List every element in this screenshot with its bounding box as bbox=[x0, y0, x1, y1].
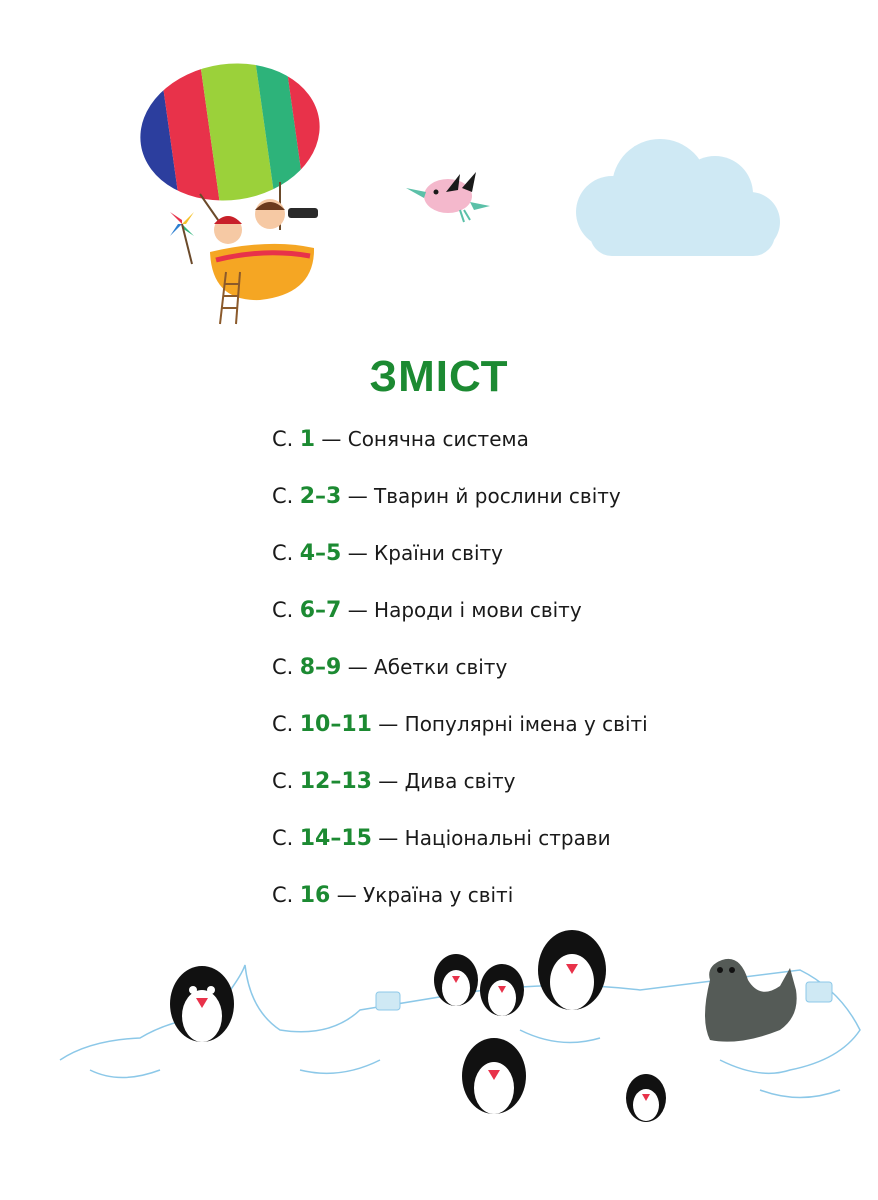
toc-page-prefix: С. bbox=[272, 484, 294, 508]
table-of-contents bbox=[272, 424, 648, 937]
toc-topic: Національні страви bbox=[404, 826, 611, 850]
toc-page-range: 1 bbox=[299, 427, 316, 452]
toc-item[interactable] bbox=[272, 652, 648, 709]
arctic-scene-illustration bbox=[0, 920, 878, 1200]
toc-page-range: 2–3 bbox=[299, 484, 342, 509]
toc-page-range: 14–15 bbox=[299, 826, 372, 851]
cloud-illustration bbox=[560, 132, 790, 264]
toc-topic: Сонячна система bbox=[347, 427, 529, 451]
toc-page-range: 16 bbox=[299, 883, 331, 908]
page-title: ЗМІСТ bbox=[369, 352, 509, 401]
toc-page-range: 6–7 bbox=[299, 598, 342, 623]
toc-separator: — bbox=[347, 484, 368, 508]
toc-separator: — bbox=[347, 655, 368, 679]
toc-separator: — bbox=[347, 541, 368, 565]
toc-topic: Популярні імена у світі bbox=[404, 712, 648, 736]
toc-separator: — bbox=[347, 598, 368, 622]
toc-item[interactable] bbox=[272, 538, 648, 595]
toc-item[interactable] bbox=[272, 709, 648, 766]
seal-illustration bbox=[705, 959, 797, 1042]
toc-item[interactable] bbox=[272, 595, 648, 652]
toc-page-range: 12–13 bbox=[299, 769, 372, 794]
toc-item[interactable] bbox=[272, 766, 648, 823]
toc-item[interactable] bbox=[272, 823, 648, 880]
toc-topic: Народи і мови світу bbox=[374, 598, 582, 622]
toc-topic: Україна у світі bbox=[363, 883, 514, 907]
toc-item[interactable] bbox=[272, 424, 648, 481]
toc-page-prefix: С. bbox=[272, 655, 294, 679]
toc-separator: — bbox=[378, 769, 399, 793]
toc-separator: — bbox=[336, 883, 357, 907]
toc-page-prefix: С. bbox=[272, 541, 294, 565]
toc-page-range: 8–9 bbox=[299, 655, 342, 680]
toc-page-prefix: С. bbox=[272, 883, 294, 907]
hot-air-balloon-illustration bbox=[130, 62, 330, 332]
toc-page-prefix: С. bbox=[272, 427, 294, 451]
toc-page-prefix: С. bbox=[272, 712, 294, 736]
toc-page-prefix: С. bbox=[272, 598, 294, 622]
penguins-illustration bbox=[170, 930, 666, 1122]
toc-page-range: 10–11 bbox=[299, 712, 372, 737]
toc-page-prefix: С. bbox=[272, 826, 294, 850]
toc-page-range: 4–5 bbox=[299, 541, 342, 566]
toc-topic: Країни світу bbox=[374, 541, 504, 565]
bird-illustration bbox=[398, 166, 498, 228]
toc-item[interactable] bbox=[272, 481, 648, 538]
toc-separator: — bbox=[321, 427, 342, 451]
toc-topic: Тварин й рослини світу bbox=[374, 484, 621, 508]
toc-separator: — bbox=[378, 712, 399, 736]
toc-separator: — bbox=[378, 826, 399, 850]
toc-page-prefix: С. bbox=[272, 769, 294, 793]
toc-topic: Дива світу bbox=[404, 769, 516, 793]
toc-topic: Абетки світу bbox=[374, 655, 508, 679]
